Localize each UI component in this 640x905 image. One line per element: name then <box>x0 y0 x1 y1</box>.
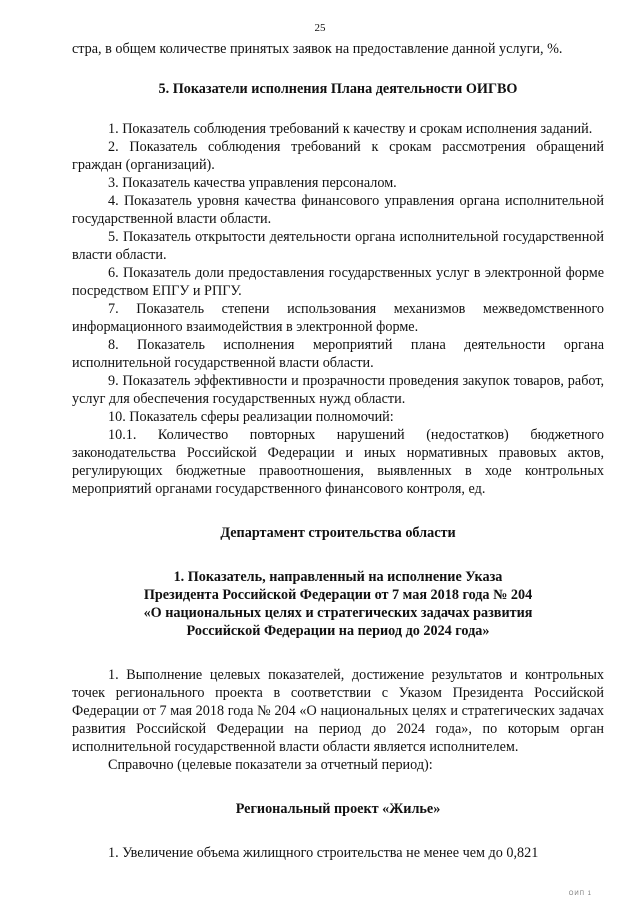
section5-title: 5. Показатели исполнения Плана деятельности ОИГВО <box>158 81 518 97</box>
department-title: Департамент строительства области <box>220 525 456 541</box>
indicator-body: 1. Выполнение целевых показателей, достижение результатов и контрольных точек регионального проекта в соответствии с Указом Президента Российской Федерации от 7 мая 2018 года № 204 «О национальных целях и стратегических задачах развития Российской Федерации на период до 2024 года», по которым орган исполнительной государственной власти области является исполнителем. <box>72 667 604 755</box>
section5-item: 6. Показатель доли предоставления государственных услуг в электронной форме посредством ЕПГУ и РПГУ. <box>72 265 604 299</box>
section5-item: 10.1. Количество повторных нарушений (недостатков) бюджетного законодательства Российской Федерации и иных нормативных правовых актов, регулирующих бюджетные правоотношения, выявленных в ходе контрольных мероприятий органами государственного финансового контроля, ед. <box>72 427 604 497</box>
last-item-start: 1. Увеличение объема жилищного строительства не менее чем до 0,821 <box>108 845 539 861</box>
section5-item: 9. Показатель эффективности и прозрачности проведения закупок товаров, работ, услуг для обеспечения государственных нужд области. <box>72 373 604 407</box>
page-number: 25 <box>314 22 326 34</box>
section5-item: 3. Показатель качества управления персоналом. <box>108 175 397 191</box>
reference-note: Справочно (целевые показатели за отчетный период): <box>108 757 433 773</box>
section5-item: 2. Показатель соблюдения требований к срокам рассмотрения обращений граждан (организаций). <box>72 139 604 173</box>
section5-item: 5. Показатель открытости деятельности органа исполнительной государственной власти области. <box>72 229 604 263</box>
section5-item: 8. Показатель исполнения мероприятий плана деятельности органа исполнительной государственной власти области. <box>72 337 604 371</box>
section5-item: 1. Показатель соблюдения требований к качеству и срокам исполнения заданий. <box>108 121 593 137</box>
scan-mark: ОИП 1 <box>568 891 592 897</box>
section5-items <box>72 120 604 498</box>
indicator-heading-line: Российской Федерации на период до 2024 года» <box>186 623 490 639</box>
section5-item: 10. Показатель сферы реализации полномочий: <box>108 409 394 425</box>
section5-item: 7. Показатель степени использования механизмов межведомственного информационного взаимодействия в электронной форме. <box>72 301 604 335</box>
indicator-heading <box>72 568 604 640</box>
section5-item: 4. Показатель уровня качества финансового управления органа исполнительной государственной власти области. <box>72 193 604 227</box>
indicator-heading-line: 1. Показатель, направленный на исполнение Указа <box>173 569 503 585</box>
indicator-heading-line: Президента Российской Федерации от 7 мая 2018 года № 204 <box>143 587 533 603</box>
regional-project-title: Региональный проект «Жилье» <box>235 801 441 817</box>
document-body <box>72 40 604 862</box>
intro-paragraph-tail: стра, в общем количестве принятых заявок на предоставление данной услуги, %. <box>72 41 563 57</box>
indicator-heading-line: «О национальных целях и стратегических задачах развития <box>143 605 533 621</box>
